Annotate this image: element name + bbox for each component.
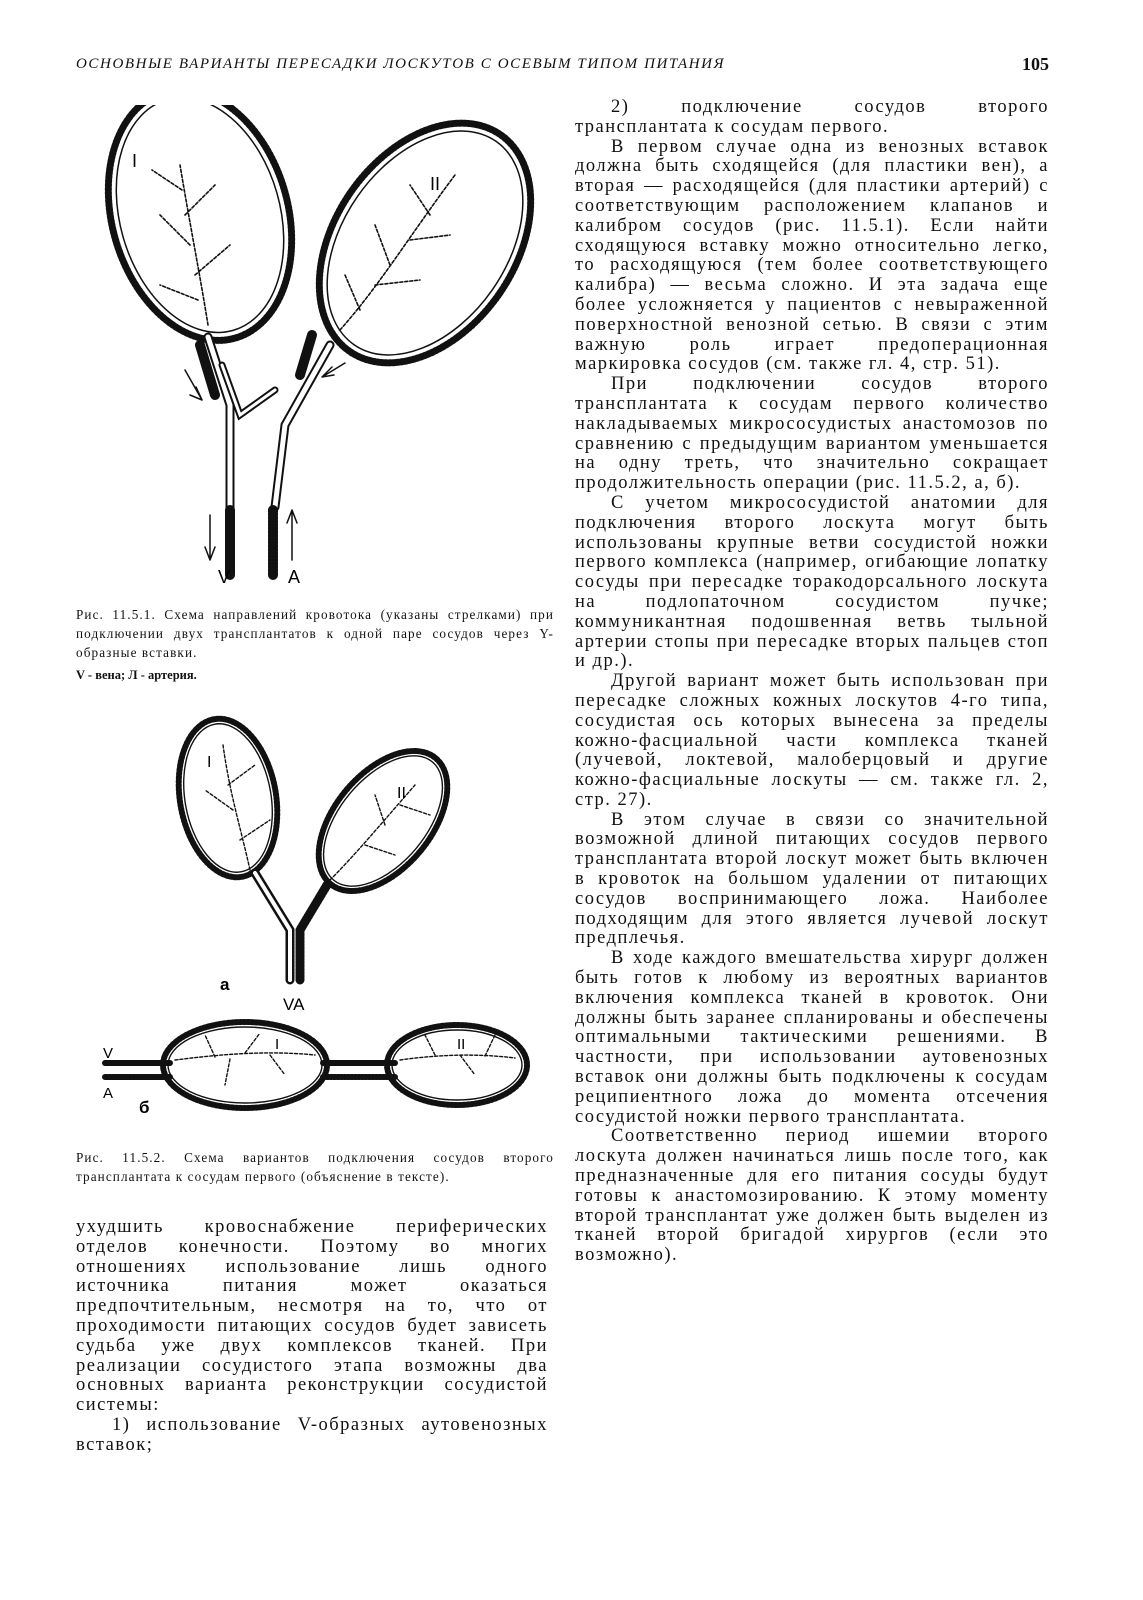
page-number: 105 <box>1022 54 1049 74</box>
panel-a-label: а <box>220 975 230 994</box>
paragraph: В этом случае в связи со значительной возможной длиной питающих сосудов первого трансплантата второй лоскут может быть включен в кровоток на большом удалении от питающих сосудов воспринимающего ложа. Наиболее подходящим для этого является лучевой лоскут предплечья. <box>575 809 1049 949</box>
paragraph: 1) использование V-образных аутовенозных вставок; <box>76 1414 548 1455</box>
panel-b-vein-label: V <box>103 1045 114 1062</box>
figure-11-5-1-legend: V - вена; Л - артерия. <box>76 668 197 682</box>
y-graft-diagram <box>90 105 550 595</box>
panel-a-flap-I-label: I <box>207 754 212 771</box>
paragraph: В ходе каждого вмешательства хирург должен быть готов к любому из вероятных вариантов включения комплекса тканей в кровоток. Они должны быть заранее спланированы и обеспечены оптимальными тактическими решениями. В частности, при использовании аутовенозных вставок они должны быть подключены к сосудам реципиентного ложа до момента отсечения сосудистой ножки первого трансплантата. <box>575 948 1049 1127</box>
paragraph: Другой вариант может быть использован при пересадке сложных кожных лоскутов 4-го типа, сосудистая ось которых вынесена за пределы кожно-фасциальной части комплекса тканей (лучевой, локтевой, малоберцовый и другие кожно-фасциальные лоскуты — см. также гл. 2, стр. 27). <box>575 671 1049 810</box>
panel-b-artery-label: A <box>103 1085 114 1102</box>
flap-II-label: II <box>430 174 441 194</box>
figure-11-5-1-caption: Рис. 11.5.1. Схема направлений кровотока (указаны стрелками) при подключении двух трансплантатов к одной паре сосудов через Y-образные вставки. <box>76 607 554 660</box>
figure-11-5-1 <box>90 105 550 595</box>
paragraph: С учетом микрососудистой анатомии для подключения второго лоскута могут быть использованы крупные ветви сосудистой ножки первого комплекса (например, огибающие лопатку сосуды при пересадке торакодорсального лоскута на подлопаточном сосудистом пучке; коммуникантная подошвенная ветвь тыльной артерии стопы при пересадке вторых пальцев стоп и др.). <box>575 492 1049 672</box>
paragraph: ухудшить кровоснабжение периферических отделов конечности. Поэтому во многих отношениях использование лишь одного источника питания может оказаться предпочтительным, несмотря на то, что от проходимости питающих сосудов будет зависеть судьба уже двух комплексов тканей. При реализации сосудистого этапа возможны два основных варианта реконструкции сосудистой системы: <box>76 1217 548 1416</box>
panel-b-flap-II-label: II <box>457 1036 466 1053</box>
paragraph: 2) подключение сосудов второго трансплантата к сосудам первого. <box>575 97 1049 137</box>
left-text-column <box>76 1218 548 1456</box>
artery-label: A <box>288 567 301 587</box>
paragraph: При подключении сосудов второго трансплантата к сосудам первого количество накладываемых микрососудистых анастомозов по сравнению с предыдущим вариантом уменьшается на одну треть, что значительно сокращает продолжительность операции (рис. 11.5.2, а, б). <box>575 374 1049 494</box>
panel-b-flap-I-label: I <box>275 1036 280 1053</box>
panel-a-vessel-labels: VA <box>283 995 305 1014</box>
panel-b-label: б <box>139 1098 150 1117</box>
panel-a-flap-II-label: II <box>397 785 406 802</box>
flap-I-label: I <box>132 151 138 171</box>
paragraph: В первом случае одна из венозных вставок должна быть сходящейся (для пластики вен), а вторая — расходящейся (для пластики артерий) с соответствующим расположением клапанов и калибром сосудов (рис. 11.5.1). Если найти сходящуюся вставку можно относительно легко, то расходящуюся (тем более соответствующего калибра) — весьма сложно. И эта задача еще более усложняется у пациентов с невыраженной поверхностной венозной сетью. В связи с этим важную роль играет предоперационная маркировка сосудов (см. также гл. 4, стр. 51). <box>575 136 1049 375</box>
figure-11-5-2-caption: Рис. 11.5.2. Схема вариантов подключения сосудов второго трансплантата к сосудам первого (объяснение в тексте). <box>76 1150 554 1184</box>
vein-label: V <box>218 567 231 587</box>
right-text-column <box>575 98 1049 1266</box>
figure-11-5-2 <box>95 715 535 1130</box>
serial-flap-diagram <box>95 715 535 1130</box>
running-title: ОСНОВНЫЕ ВАРИАНТЫ ПЕРЕСАДКИ ЛОСКУТОВ С ОСЕВЫМ ТИПОМ ПИТАНИЯ <box>76 56 726 72</box>
paragraph: Соответственно период ишемии второго лоскута должен начинаться лишь после того, как предназначенные для его питания сосуды будут готовы к анастомозированию. К этому моменту второй трансплантат уже должен быть выделен из тканей второй бригадой хирургов (если это возможно). <box>575 1126 1049 1266</box>
